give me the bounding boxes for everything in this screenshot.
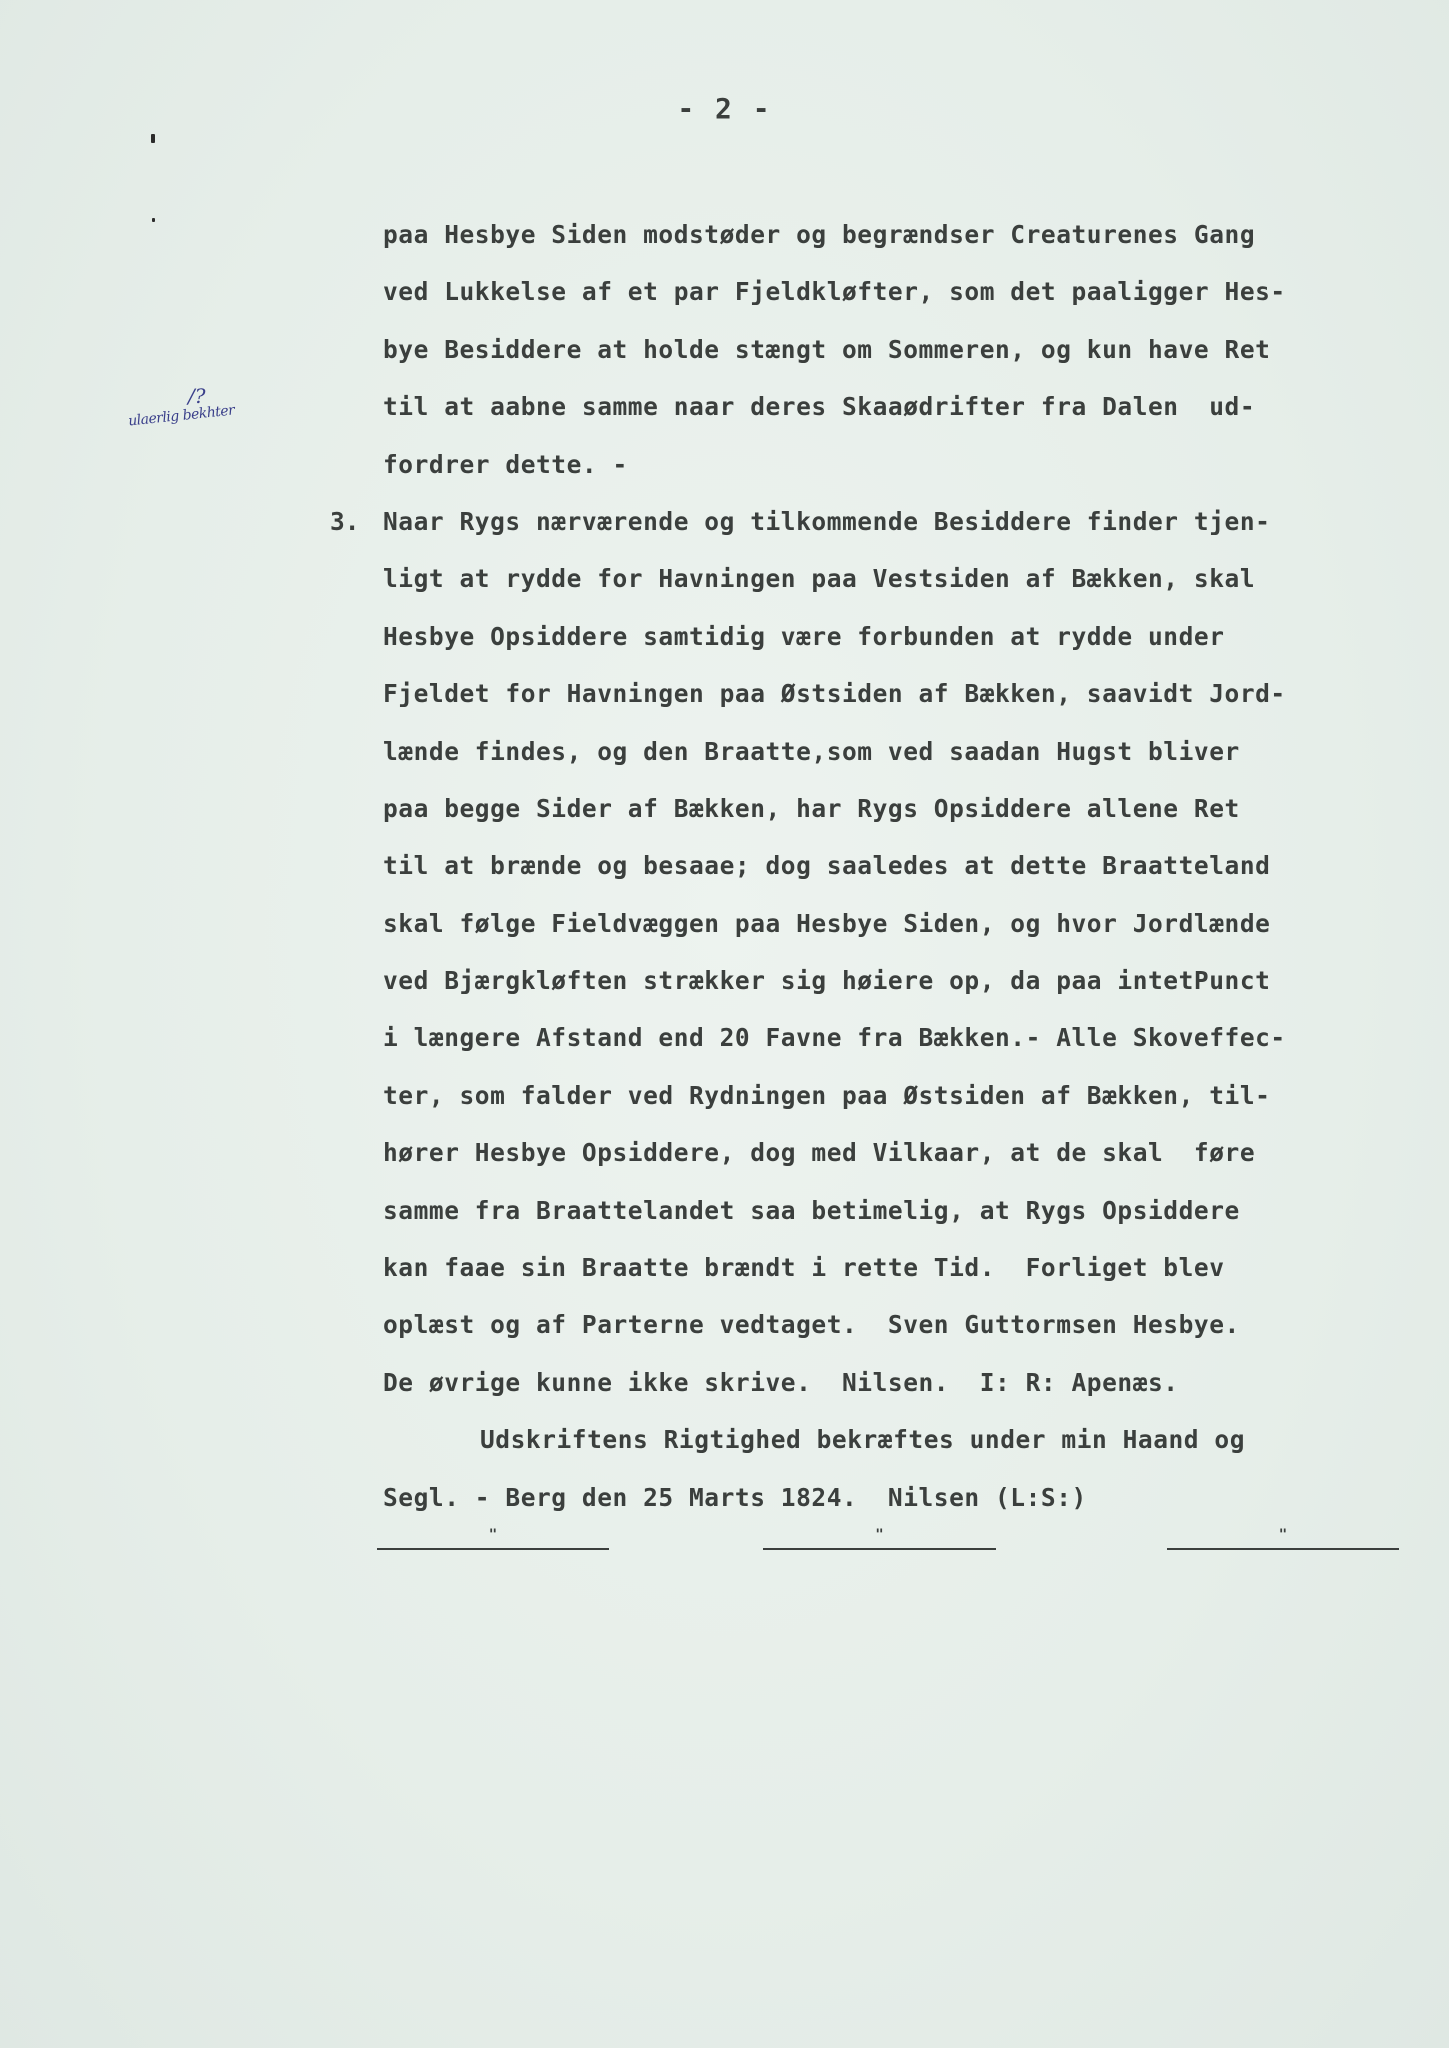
margin-mark: [151, 134, 155, 143]
text-line: kan faae sin Braatte brændt i rette Tid. Forliget blev: [383, 1253, 1225, 1283]
text-line: skal følge Fieldvæggen paa Hesbye Siden, og hvor Jordlænde: [383, 908, 1271, 938]
text-line: hører Hesbye Opsiddere, dog med Vilkaar, at de skal føre: [383, 1138, 1256, 1168]
faint-watermark: [460, 1520, 560, 1980]
margin-note-mark: /?: [188, 384, 206, 408]
text-line: De øvrige kunne ikke skrive. Nilsen. I: R: Apenæs.: [383, 1367, 1179, 1397]
page-number: - 2 -: [677, 92, 772, 125]
text-line: Segl. - Berg den 25 Marts 1824. Nilsen (L:S:): [383, 1482, 1087, 1512]
ditto-rule: ": [763, 1528, 996, 1550]
text-line: ter, som falder ved Rydningen paa Østsiden af Bækken, til-: [383, 1080, 1271, 1110]
text-line: ved Lukkelse af et par Fjeldkløfter, som det paaligger Hes-: [383, 277, 1286, 307]
typed-text-block: [383, 206, 1413, 1526]
text-line: fordrer dette. -: [383, 449, 628, 479]
handwritten-margin-note: [128, 384, 288, 444]
closing-rules: [0, 1528, 1449, 1548]
text-line: lænde findes, og den Braatte,som ved saadan Hugst bliver: [383, 736, 1240, 766]
ditto-rule: ": [377, 1528, 609, 1550]
text-line: i længere Afstand end 20 Favne fra Bækken.- Alle Skoveffec-: [383, 1023, 1286, 1053]
text-line: oplæst og af Parterne vedtaget. Sven Guttormsen Hesbye.: [383, 1310, 1240, 1340]
margin-mark: [152, 218, 155, 222]
ditto-rule: ": [1167, 1528, 1399, 1550]
margin-note-text: ulaerlig bekhter: [127, 402, 236, 430]
text-line: til at aabne samme naar deres Skaaødrifter fra Dalen ud-: [383, 392, 1256, 422]
text-line: Udskriftens Rigtighed bekræftes under min Haand og: [480, 1425, 1246, 1455]
text-line: ligt at rydde for Havningen paa Vestsiden af Bækken, skal: [383, 564, 1256, 594]
text-line: Fjeldet for Havningen paa Østsiden af Bækken, saavidt Jord-: [383, 679, 1286, 709]
text-line: Naar Rygs nærværende og tilkommende Besiddere finder tjen-: [383, 506, 1271, 536]
text-line: Hesbye Opsiddere samtidig være forbunden at rydde under: [383, 621, 1225, 651]
item-number: 3.: [330, 507, 360, 536]
text-line: til at brænde og besaae; dog saaledes at dette Braatteland: [383, 851, 1271, 881]
text-line: paa begge Sider af Bækken, har Rygs Opsiddere allene Ret: [383, 793, 1240, 823]
text-line: bye Besiddere at holde stængt om Sommeren, og kun have Ret: [383, 334, 1271, 364]
text-line: paa Hesbye Siden modstøder og begrændser Creaturenes Gang: [383, 220, 1256, 249]
text-line: ved Bjærgkløften strækker sig høiere op, da paa intetPunct: [383, 966, 1271, 996]
text-line: samme fra Braattelandet saa betimelig, at Rygs Opsiddere: [383, 1195, 1240, 1225]
